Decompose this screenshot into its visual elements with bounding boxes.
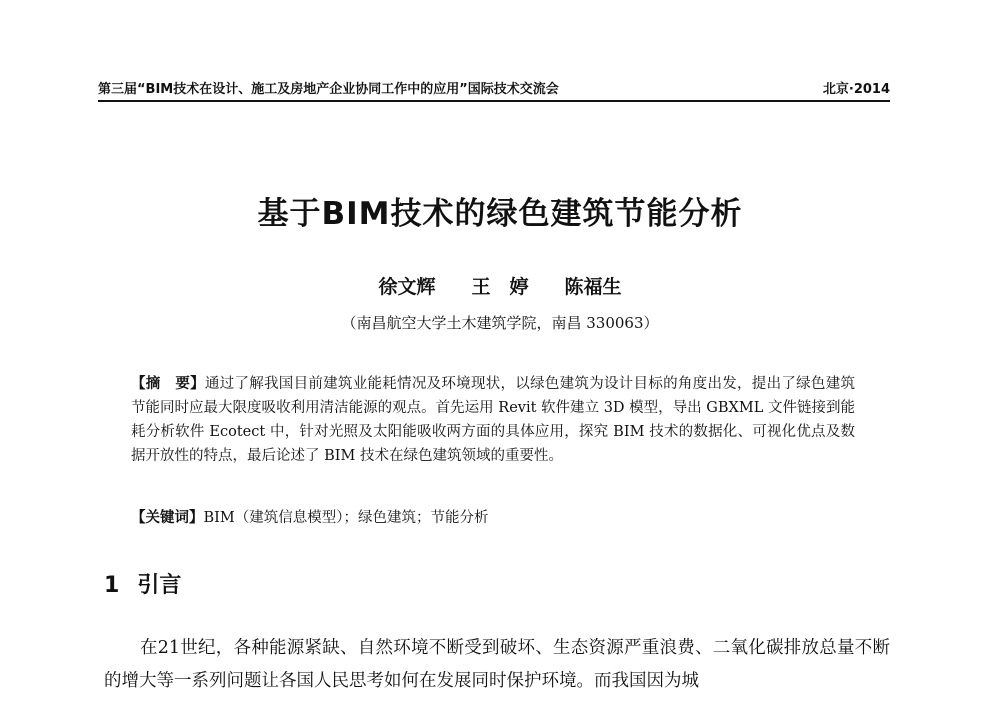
section-heading [104,568,181,599]
author-name: 徐文辉 [378,276,436,298]
section-number: 1 [104,573,120,598]
author-name: 陈福生 [564,276,622,298]
keywords-label: 【关键词】 [131,509,204,526]
conference-location-year: 北京·2014 [822,81,890,97]
body-paragraph: 在21世纪，各种能源紧缺、自然环境不断受到破坏、生态资源严重浪费、二氧化碳排放总量不断的增大等一系列问题让各国人民思考如何在发展同时保护环境。而我国因为城 [104,638,890,691]
author-affiliation: （南昌航空大学土木建筑学院，南昌 330063） [341,314,659,332]
running-header [98,76,890,98]
keywords-block [131,506,855,530]
section-title: 引言 [137,573,182,598]
author-name: 王 婷 [471,276,529,298]
keywords-text: BIM（建筑信息模型）；绿色建筑；节能分析 [203,510,489,526]
author-list [0,272,1000,299]
paper-title: 基于BIM技术的绿色建筑节能分析 [257,196,743,232]
abstract-block [131,372,855,468]
abstract-text: 通过了解我国目前建筑业能耗情况及环境现状，以绿色建筑为设计目标的角度出发，提出了绿色建筑节能同时应最大限度吸收利用清洁能源的观点。首先运用 Revit 软件建立 3D 模型，导出 GBXML 文件链接到能耗分析软件 Ecotect 中，针对光照及太阳能吸收两方面的具体应用，探究 BIM 技术的数据化、可视化优点及数据开放性的特点，最后论述了 BIM 技术在绿色建筑领域的重要性。 [131,376,855,464]
abstract-label: 【摘 要】 [131,375,205,392]
conference-name: 第三届“BIM技术在设计、施工及房地产企业协同工作中的应用”国际技术交流会 [98,81,559,97]
header-divider [98,100,890,102]
